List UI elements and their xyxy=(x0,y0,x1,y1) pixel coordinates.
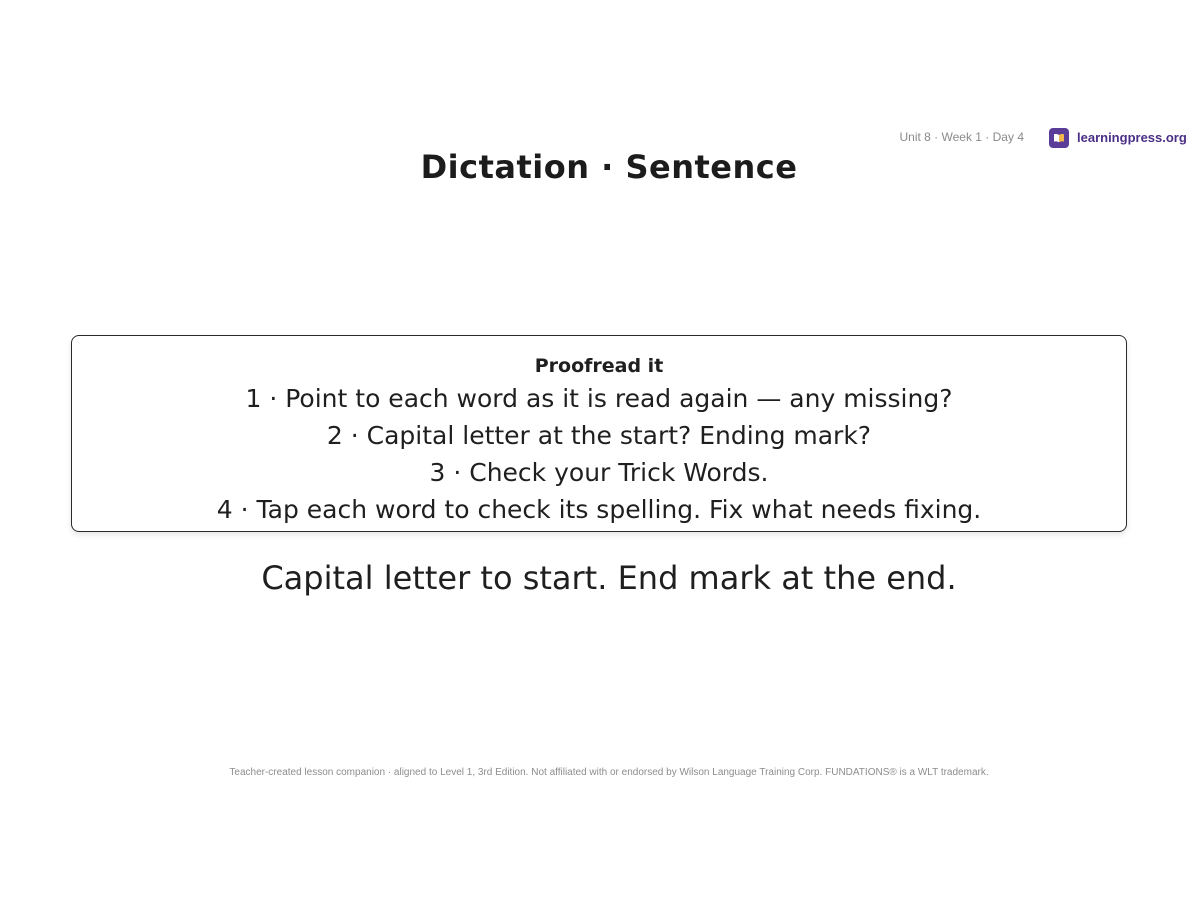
footer-disclaimer: Teacher-created lesson companion · aligned to Level 1, 3rd Edition. Not affiliated with or endorsed by Wilson Language Training Corp. FUNDATIONS® is a WLT trademark. xyxy=(229,767,989,778)
page-title: Dictation · Sentence xyxy=(420,148,798,186)
proofread-step: 4 · Tap each word to check its spelling. Fix what needs fixing. xyxy=(216,495,982,524)
lesson-meta: Unit 8 · Week 1 · Day 4 xyxy=(899,130,1024,144)
brand-name: learningpress.org xyxy=(1077,130,1187,145)
brand-link[interactable] xyxy=(1049,127,1187,148)
reminder-text: Capital letter to start. End mark at the end. xyxy=(261,559,957,597)
proofread-heading: Proofread it xyxy=(534,355,664,377)
proofread-step: 3 · Check your Trick Words. xyxy=(429,458,769,487)
open-book-icon xyxy=(1049,128,1069,148)
proofread-step: 1 · Point to each word as it is read again — any missing? xyxy=(245,384,953,413)
proofread-panel xyxy=(71,335,1127,532)
proofread-steps xyxy=(72,380,1126,528)
proofread-step: 2 · Capital letter at the start? Ending mark? xyxy=(326,421,872,450)
